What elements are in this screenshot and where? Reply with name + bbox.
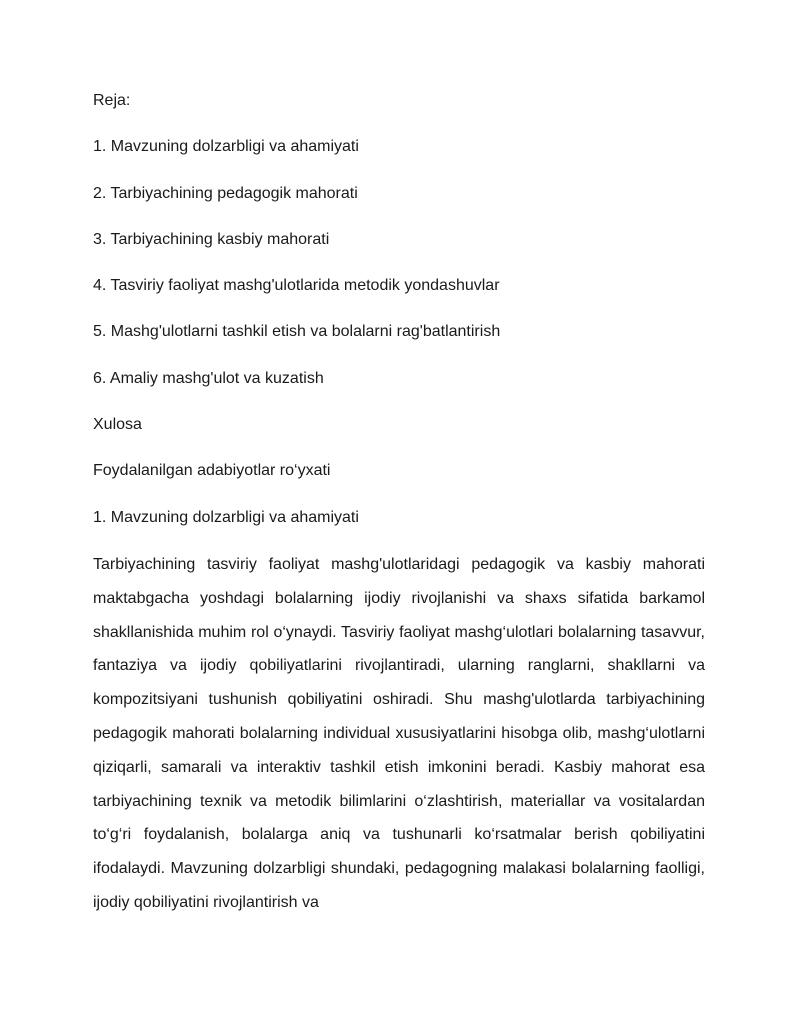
plan-item-1: 1. Mavzuning dolzarbligi va ahamiyati [93, 138, 359, 156]
section-1-heading: 1. Mavzuning dolzarbligi va ahamiyati [93, 508, 359, 526]
conclusion-heading: Xulosa [93, 416, 142, 434]
references-heading: Foydalanilgan adabiyotlar ro‘yxati [93, 462, 331, 480]
plan-title: Reja: [93, 92, 131, 109]
plan-item-3: 3. Tarbiyachining kasbiy mahorati [93, 230, 330, 248]
section-1-paragraph: Tarbiyachining tasviriy faoliyat mashg'ulotlaridagi pedagogik va kasbiy mahorati maktabgacha yoshdagi bolalarning ijodiy rivojlanishi va shaxs sifatida barkamol shakllanishida muhim rol o‘ynaydi. Tasviriy faoliyat mashg‘ulotlari bolalarning tasavvur, fantaziya va ijodiy qobiliyatlarini rivojlantiradi, ularning ranglarni, shakllarni va kompozitsiyani tushunish qobiliyatini oshiradi. Shu mashg'ulotlarda tarbiyachining pedagogik mahorati bolalarning individual xususiyatlarini hisobga olib, mashg‘ulotlarni qiziqarli, samarali va interaktiv tashkil etish imkonini beradi. Kasbiy mahorat esa tarbiyachining texnik va metodik bilimlarini o‘zlashtirish, materiallar va vositalardan to‘g‘ri foydalanish, bolalarga aniq va tushunarli ko‘rsatmalar berish qobiliyatini ifodalaydi. Mavzuning dolzarbligi shundaki, pedagogning malakasi bolalarning faolligi, ijodiy qobiliyatini rivojlantirish va [93, 555, 705, 911]
document-content [93, 90, 705, 920]
plan-item-6: 6. Amaliy mashg'ulot va kuzatish [93, 369, 324, 387]
plan-item-2: 2. Tarbiyachining pedagogik mahorati [93, 184, 358, 202]
plan-item-5: 5. Mashg'ulotlarni tashkil etish va bolalarni rag'batlantirish [93, 323, 501, 341]
plan-item-4: 4. Tasviriy faoliyat mashg'ulotlarida metodik yondashuvlar [93, 277, 500, 295]
